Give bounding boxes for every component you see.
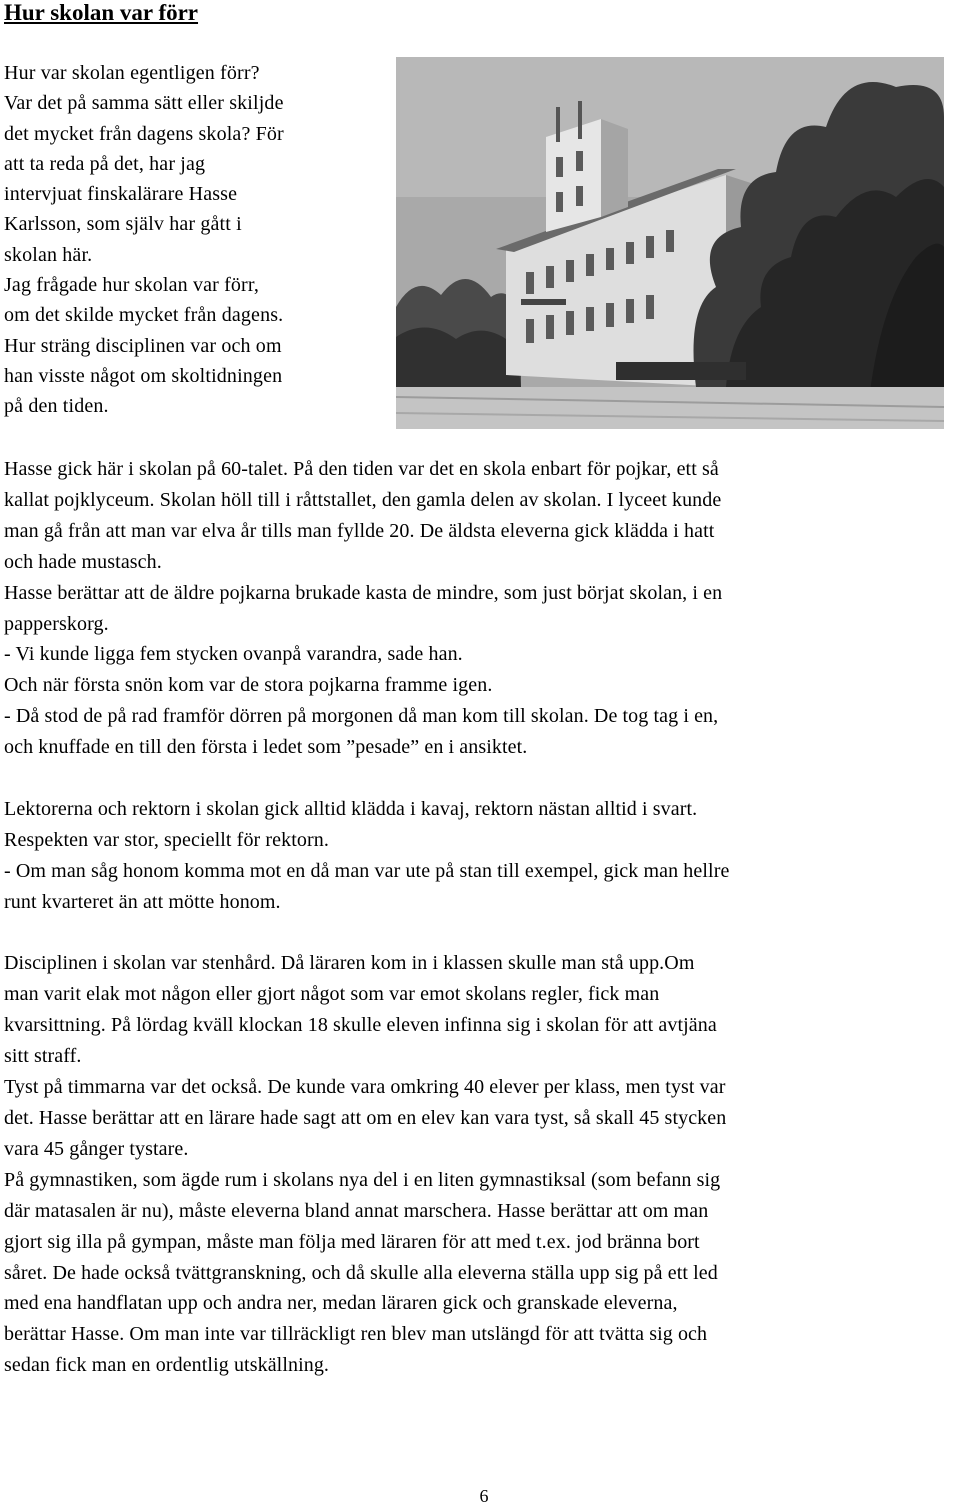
article-title: Hur skolan var förr [4,0,199,25]
body-line: såret. De hade också tvättgranskning, och då skulle alla eleverna ställa upp sig på ett led [4,1261,718,1284]
body-line: - Då stod de på rad framför dörren på morgonen då man kom till skolan. De tog tag i en, [4,705,719,728]
body-line: och knuffade en till den första i ledet som ”pesade” en i ansiktet. [4,736,528,759]
school-building-illustration [396,57,944,429]
intro-line: han visste något om skoltidningen [4,364,283,387]
body-line: Disciplinen i skolan var stenhård. Då läraren kom in i klassen skulle man stå upp.Om [4,952,695,975]
body-line: med ena handflatan upp och andra ner, medan läraren gick och granskade eleverna, [4,1292,678,1315]
body-line: berättar Hasse. Om man inte var tillräckligt ren blev man utslängd för att tvätta sig och [4,1323,708,1346]
body-line: man varit elak mot någon eller gjort något som var emot skolans regler, fick man [4,983,660,1006]
body-line: Respekten var stor, speciellt för rektorn. [4,828,329,851]
body-line: där matasalen är nu), måste eleverna bland annat marschera. Hasse berättar att om man [4,1199,709,1222]
body-line: Hasse gick här i skolan på 60-talet. På den tiden var det en skola enbart för pojkar, ett så [4,458,719,480]
intro-line: om det skilde mycket från dagens. [4,304,284,327]
body-line: sitt straff. [4,1045,82,1068]
intro-line: Var det på samma sätt eller skiljde [4,92,284,115]
intro-line: det mycket från dagens skola? För [4,122,284,145]
body-line: Lektorerna och rektorn i skolan gick alltid klädda i kavaj, rektorn nästan alltid i svart. [4,797,698,820]
paragraph-gap [4,763,960,794]
intro-paragraph [4,58,384,422]
body-line: kallat pojklyceum. Skolan höll till i råttstallet, den gamla delen av skolan. I lyceet kunde [4,488,722,511]
intro-line: Hur sträng disciplinen var och om [4,334,282,357]
intro-line: Karlsson, som själv har gått i [4,213,242,236]
body-line: På gymnastiken, som ägde rum i skolans nya del i en liten gymnastiksal (som befann sig [4,1168,721,1191]
body-line: Tyst på timmarna var det också. De kunde vara omkring 40 elever per klass, men tyst var [4,1076,726,1099]
body-line: - Vi kunde ligga fem stycken ovanpå varandra, sade han. [4,643,463,666]
body-line: kvarsittning. På lördag kväll klockan 18 skulle eleven infinna sig i skolan för att avtjäna [4,1014,717,1037]
body-line: Och när första snön kom var de stora pojkarna framme igen. [4,674,493,697]
body-line: gjort sig illa på gympan, måste man följa med läraren för att med t.ex. jod bränna bort [4,1230,700,1253]
body-line: det. Hasse berättar att en lärare hade sagt att om en elev kan vara tyst, så skall 45 stycken [4,1107,727,1129]
body-line: - Om man såg honom komma mot en då man var ute på stan till exempel, gick man hellre [4,859,730,882]
intro-line: intervjuat finskalärare Hasse [4,183,238,206]
intro-line: att ta reda på det, har jag [4,152,206,175]
intro-line: Jag frågade hur skolan var förr, [4,274,260,297]
body-line: sedan fick man en ordentlig utskällning. [4,1354,330,1377]
article-body [4,454,960,1381]
intro-line: skolan här. [4,243,93,266]
school-building-photo [396,57,944,429]
body-line: runt kvarteret än att mötte honom. [4,890,281,913]
body-line: Hasse berättar att de äldre pojkarna brukade kasta de mindre, som just börjat skolan, i en [4,581,723,604]
body-line: vara 45 gånger tystare. [4,1137,189,1160]
body-line: man gå från att man var elva år tills man fyllde 20. De äldsta eleverna gick klädda i hatt [4,519,715,542]
body-line: papperskorg. [4,612,109,635]
page-number: 6 [479,1486,489,1506]
intro-line: på den tiden. [4,395,109,418]
body-line: och hade mustasch. [4,550,162,573]
paragraph-gap [4,918,960,949]
intro-line: Hur var skolan egentligen förr? [4,62,260,84]
